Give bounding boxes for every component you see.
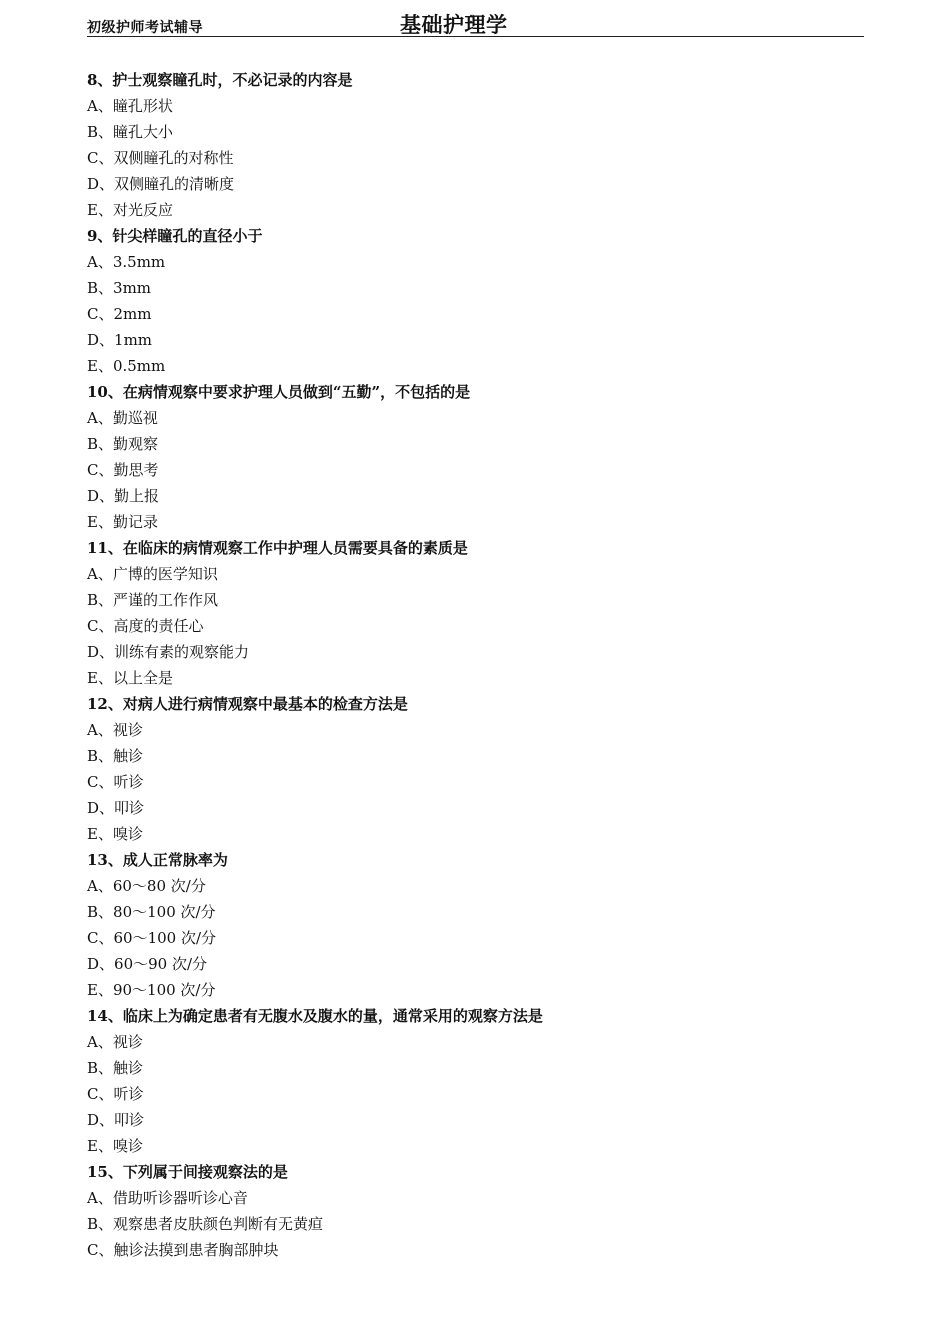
page-header bbox=[87, 8, 864, 37]
question-block bbox=[87, 1003, 867, 1159]
question-block bbox=[87, 67, 867, 223]
answer-option: E、90～100 次/分 bbox=[87, 981, 216, 999]
answer-option: A、广博的医学知识 bbox=[87, 565, 218, 583]
answer-option: C、勤思考 bbox=[87, 461, 159, 479]
answer-option: E、对光反应 bbox=[87, 201, 173, 219]
answer-option: B、触诊 bbox=[87, 747, 144, 765]
question-stem: 8、护士观察瞳孔时，不必记录的内容是 bbox=[87, 71, 353, 89]
question-block bbox=[87, 223, 867, 379]
answer-option: B、勤观察 bbox=[87, 435, 159, 453]
answer-option: C、高度的责任心 bbox=[87, 617, 204, 635]
question-block bbox=[87, 1159, 867, 1263]
answer-option: C、触诊法摸到患者胸部肿块 bbox=[87, 1241, 279, 1259]
answer-option: E、0.5mm bbox=[87, 357, 166, 375]
question-block bbox=[87, 379, 867, 535]
question-stem: 11、在临床的病情观察工作中护理人员需要具备的素质是 bbox=[87, 539, 468, 557]
answer-option: D、60～90 次/分 bbox=[87, 955, 208, 973]
answer-option: E、勤记录 bbox=[87, 513, 158, 531]
header-course-name: 初级护师考试辅导 bbox=[87, 20, 203, 36]
answer-option: C、60～100 次/分 bbox=[87, 929, 217, 947]
answer-option: B、3mm bbox=[87, 279, 152, 297]
answer-option: A、视诊 bbox=[87, 1033, 143, 1051]
answer-option: C、双侧瞳孔的对称性 bbox=[87, 149, 234, 167]
answer-option: A、60～80 次/分 bbox=[87, 877, 206, 895]
answer-option: A、勤巡视 bbox=[87, 409, 158, 427]
question-stem: 14、临床上为确定患者有无腹水及腹水的量，通常采用的观察方法是 bbox=[87, 1007, 543, 1025]
answer-option: B、观察患者皮肤颜色判断有无黄疸 bbox=[87, 1215, 324, 1233]
answer-option: D、双侧瞳孔的清晰度 bbox=[87, 175, 235, 193]
answer-option: A、3.5mm bbox=[87, 253, 166, 271]
question-stem: 10、在病情观察中要求护理人员做到“五勤”，不包括的是 bbox=[87, 383, 471, 401]
question-block bbox=[87, 691, 867, 847]
answer-option: D、勤上报 bbox=[87, 487, 160, 505]
answer-option: A、视诊 bbox=[87, 721, 143, 739]
question-block bbox=[87, 535, 867, 691]
answer-option: B、严谨的工作作风 bbox=[87, 591, 219, 609]
question-stem: 13、成人正常脉率为 bbox=[87, 851, 228, 869]
answer-option: A、借助听诊器听诊心音 bbox=[87, 1189, 248, 1207]
answer-option: D、叩诊 bbox=[87, 1111, 145, 1129]
answer-option: B、瞳孔大小 bbox=[87, 123, 174, 141]
answer-option: E、嗅诊 bbox=[87, 825, 143, 843]
answer-option: D、1mm bbox=[87, 331, 153, 349]
question-stem: 12、对病人进行病情观察中最基本的检查方法是 bbox=[87, 695, 408, 713]
answer-option: A、瞳孔形状 bbox=[87, 97, 173, 115]
header-subject-title: 基础护理学 bbox=[400, 12, 508, 37]
answer-option: B、触诊 bbox=[87, 1059, 144, 1077]
question-stem: 9、针尖样瞳孔的直径小于 bbox=[87, 227, 263, 245]
answer-option: E、嗅诊 bbox=[87, 1137, 143, 1155]
answer-option: C、2mm bbox=[87, 305, 152, 323]
answer-option: D、叩诊 bbox=[87, 799, 145, 817]
question-stem: 15、下列属于间接观察法的是 bbox=[87, 1163, 288, 1181]
question-block bbox=[87, 847, 867, 1003]
answer-option: B、80～100 次/分 bbox=[87, 903, 216, 921]
question-list bbox=[87, 67, 867, 1263]
answer-option: C、听诊 bbox=[87, 773, 144, 791]
answer-option: D、训练有素的观察能力 bbox=[87, 643, 250, 661]
answer-option: E、以上全是 bbox=[87, 669, 173, 687]
answer-option: C、听诊 bbox=[87, 1085, 144, 1103]
